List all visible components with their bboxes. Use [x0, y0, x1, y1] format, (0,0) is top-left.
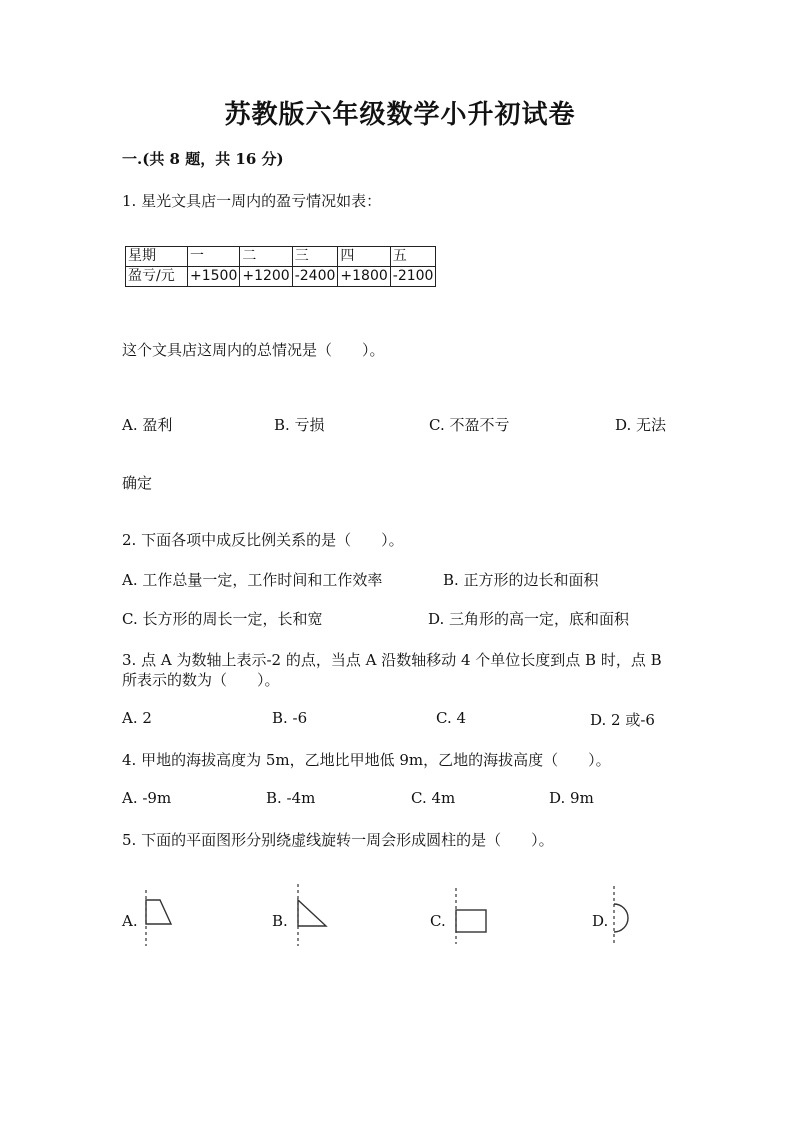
question-3-stem-line1: 3. 点 A 为数轴上表示-2 的点，当点 A 沿数轴移动 4 个单位长度到点 B 时，点 B — [122, 651, 662, 669]
table-cell: +1500 — [188, 267, 240, 287]
option-a: A. — [122, 912, 138, 930]
option-b: B. 亏损 — [274, 416, 325, 434]
table-cell: 二 — [240, 247, 292, 267]
table-cell: 四 — [338, 247, 390, 267]
question-2-stem: 2. 下面各项中成反比例关系的是（ ）。 — [122, 531, 404, 549]
option-c: C. 4 — [436, 709, 467, 727]
option-c: C. 长方形的周长一定，长和宽 — [122, 610, 323, 628]
right-triangle-icon — [292, 882, 332, 948]
option-b: B. -6 — [272, 709, 308, 727]
option-c: C. 不盈不亏 — [429, 416, 510, 434]
page-title: 苏教版六年级数学小升初试卷 — [224, 100, 576, 130]
table-cell: 一 — [188, 247, 240, 267]
question-4-stem: 4. 甲地的海拔高度为 5m，乙地比甲地低 9m，乙地的海拔高度（ ）。 — [122, 751, 611, 769]
table-cell: -2100 — [390, 267, 436, 287]
option-d: D. 2 或-6 — [590, 711, 655, 729]
profit-table — [125, 246, 436, 287]
question-1-prompt: 这个文具店这周内的总情况是（ ）。 — [122, 341, 385, 359]
section-heading: 一.(共 8 题，共 16 分) — [122, 150, 284, 168]
table-cell: 三 — [292, 247, 338, 267]
table-cell: +1200 — [240, 267, 292, 287]
table-cell: -2400 — [292, 267, 338, 287]
option-d: D. — [592, 912, 609, 930]
option-a: A. 盈利 — [122, 416, 173, 434]
option-a: A. -9m — [122, 789, 172, 807]
trapezoid-icon — [140, 888, 176, 948]
question-5-stem: 5. 下面的平面图形分别绕虚线旋转一周会形成圆柱的是（ ）。 — [122, 831, 554, 849]
table-cell: 星期 — [126, 247, 188, 267]
table-row — [126, 247, 436, 267]
option-d: D. 9m — [549, 789, 594, 807]
table-row — [126, 267, 436, 287]
option-c: C. — [430, 912, 446, 930]
option-d-continuation: 确定 — [122, 474, 153, 492]
option-b: B. -4m — [266, 789, 316, 807]
table-cell: 五 — [390, 247, 436, 267]
question-1-stem: 1. 星光文具店一周内的盈亏情况如表： — [122, 192, 382, 210]
option-d: D. 无法 — [615, 416, 667, 434]
option-a: A. 工作总量一定，工作时间和工作效率 — [122, 571, 383, 589]
semicircle-icon — [608, 884, 640, 948]
option-d: D. 三角形的高一定，底和面积 — [428, 610, 630, 628]
option-b: B. — [272, 912, 288, 930]
rectangle-icon — [451, 886, 491, 946]
option-c: C. 4m — [411, 789, 456, 807]
table-cell: +1800 — [338, 267, 390, 287]
option-b: B. 正方形的边长和面积 — [443, 571, 599, 589]
table-cell: 盈亏/元 — [126, 267, 188, 287]
option-a: A. 2 — [122, 709, 152, 727]
question-3-stem-line2: 所表示的数为（ ）。 — [122, 671, 280, 689]
